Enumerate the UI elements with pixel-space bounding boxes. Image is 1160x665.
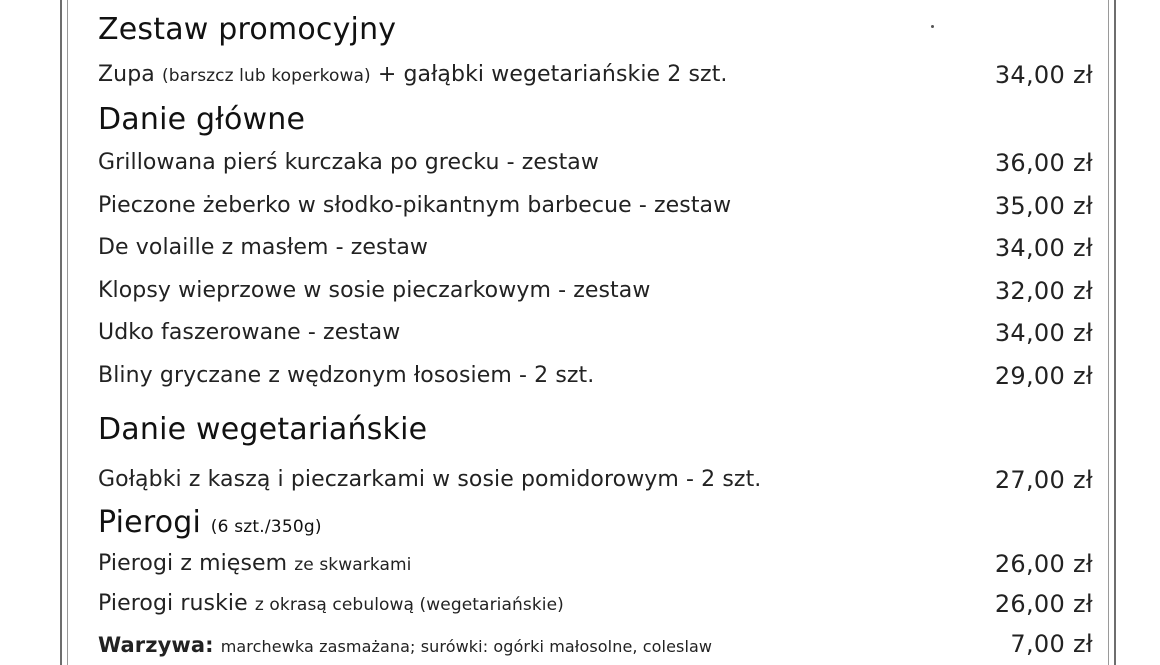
section-title-pierogi (98, 505, 322, 540)
item-price: 26,00 zł (994, 590, 1093, 618)
menu-item-vegetarian: Gołąbki z kaszą i pieczarkami w sosie pomidorowym - 2 szt. (98, 467, 762, 492)
section-title-text: Pierogi (98, 505, 202, 540)
item-note: marchewka zasmażana; surówki: ogórki małosolne, coleslaw (220, 637, 713, 656)
item-price: 34,00 zł (994, 319, 1093, 347)
item-price: 34,00 zł (994, 61, 1093, 89)
menu-item-main: Klopsy wieprzowe w sosie pieczarkowym - zestaw (98, 278, 651, 303)
menu-item-main: Pieczone żeberko w słodko-pikantnym barbecue - zestaw (98, 193, 732, 218)
item-price: 7,00 zł (1010, 630, 1093, 658)
item-label: Warzywa: (98, 633, 214, 657)
menu-item-pierogi (98, 591, 564, 616)
print-speck (931, 25, 934, 28)
menu-item-main: Bliny gryczane z wędzonym łososiem - 2 szt. (98, 363, 595, 388)
menu-item-main: Grillowana pierś kurczaka po grecku - zestaw (98, 150, 599, 175)
item-note: z okrasą cebulową (wegetariańskie) (254, 595, 564, 615)
item-name: Pierogi z mięsem (98, 551, 288, 576)
menu-item-main: De volaille z masłem - zestaw (98, 235, 429, 260)
item-name-rest: + gałąbki wegetariańskie 2 szt. (377, 62, 728, 87)
item-price: 34,00 zł (994, 234, 1093, 262)
item-price: 29,00 zł (994, 362, 1093, 390)
section-title-vegetarian: Danie wegetariańskie (98, 412, 428, 447)
item-price: 26,00 zł (994, 550, 1093, 578)
menu-item-vegetables (98, 633, 712, 658)
menu-item-pierogi (98, 551, 412, 576)
item-note: (barszcz lub koperkowa) (161, 66, 371, 86)
item-price: 36,00 zł (994, 149, 1093, 177)
section-title-note: (6 szt./350g) (210, 517, 322, 537)
menu-item-promo-set (98, 62, 728, 87)
item-name: Zupa (98, 62, 155, 87)
item-price: 27,00 zł (994, 466, 1093, 494)
item-price: 35,00 zł (994, 192, 1093, 220)
section-title-main: Danie główne (98, 102, 306, 137)
menu-item-main: Udko faszerowane - zestaw (98, 320, 401, 345)
section-title-promo: Zestaw promocyjny (98, 12, 397, 47)
item-note: ze skwarkami (294, 555, 412, 575)
item-price: 32,00 zł (994, 277, 1093, 305)
item-name: Pierogi ruskie (98, 591, 248, 616)
